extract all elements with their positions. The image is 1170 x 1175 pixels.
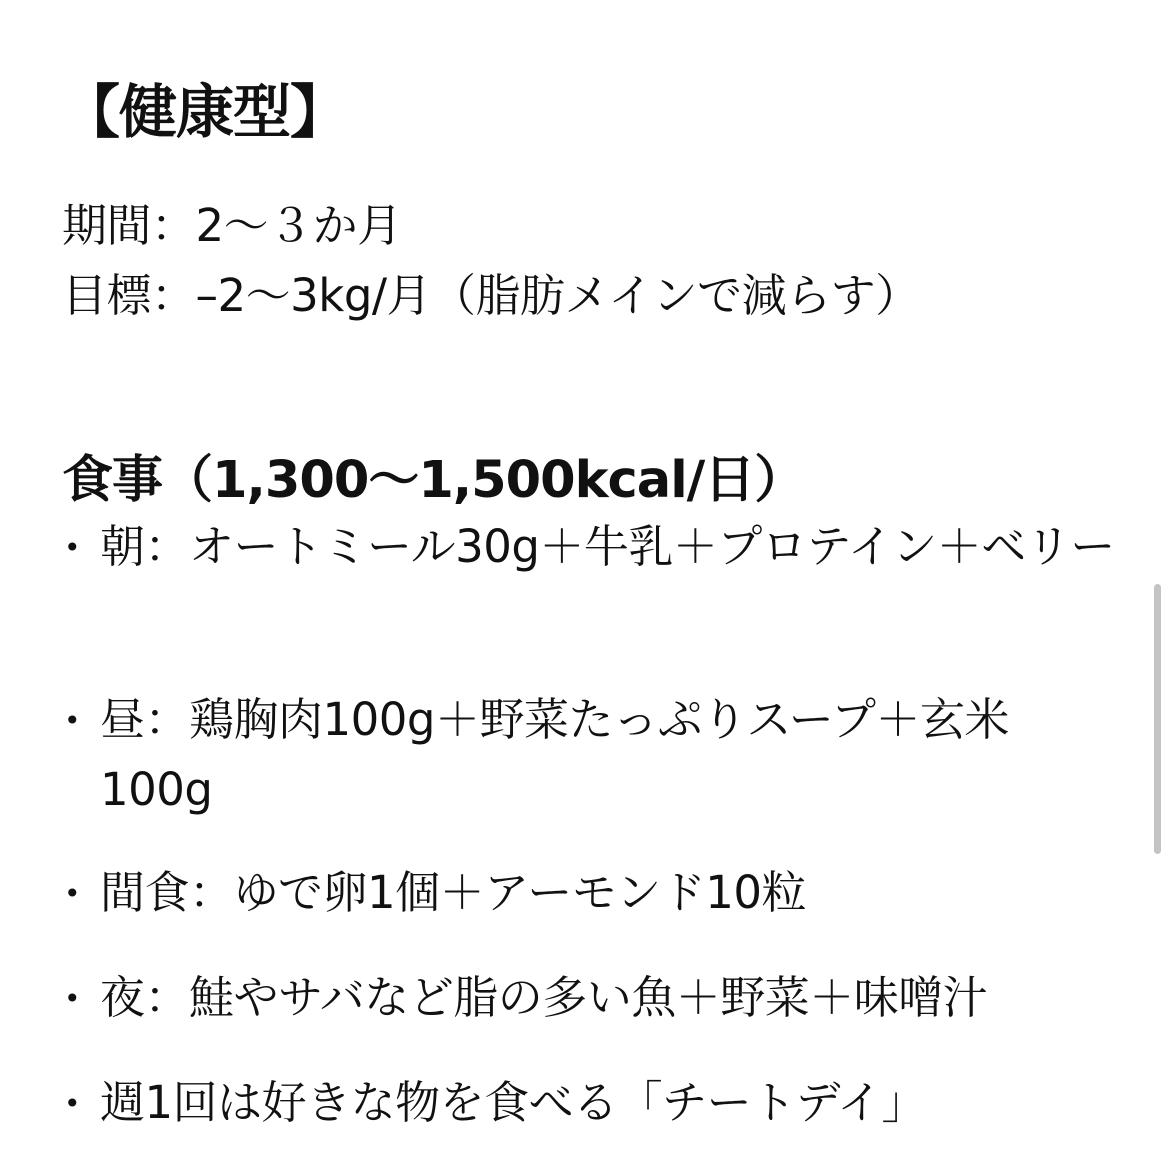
meal-snack-text: 間食：ゆで卵1個＋アーモンド10粒 [100, 866, 807, 919]
meal-dinner-text: 夜：鮭やサバなど脂の多い魚＋野菜＋味噌汁 [100, 971, 988, 1024]
bullet-icon: • [64, 531, 81, 564]
bullet-icon: • [64, 877, 81, 910]
bullet-icon: • [64, 1087, 81, 1120]
meal-breakfast-text: 朝：オートミール30g＋牛乳＋プロテイン＋ベリー [100, 520, 1115, 573]
meal-lunch-text: 昼：鶏胸肉100g＋野菜たっぷりスープ＋玄米100g [100, 693, 1009, 816]
list-item [62, 685, 1122, 825]
list-item [62, 512, 1122, 652]
bullet-icon: • [64, 704, 81, 737]
period-text: 期間：2〜３か月 [62, 199, 402, 252]
cheat-day-text: 週1回は好きな物を食べる「チートデイ」 [100, 1076, 926, 1129]
meal-heading: 食事（1,300〜1,500kcal/日） [62, 451, 805, 511]
goal-text: 目標：–2〜3kg/月（脂肪メインで減らす） [62, 269, 920, 322]
bullet-icon: • [64, 982, 81, 1015]
vertical-scrollbar[interactable] [1154, 584, 1161, 854]
section-title: 【健康型】 [62, 77, 348, 146]
list-item [62, 858, 1122, 928]
list-item [62, 963, 1122, 1033]
list-item [62, 1068, 1122, 1138]
